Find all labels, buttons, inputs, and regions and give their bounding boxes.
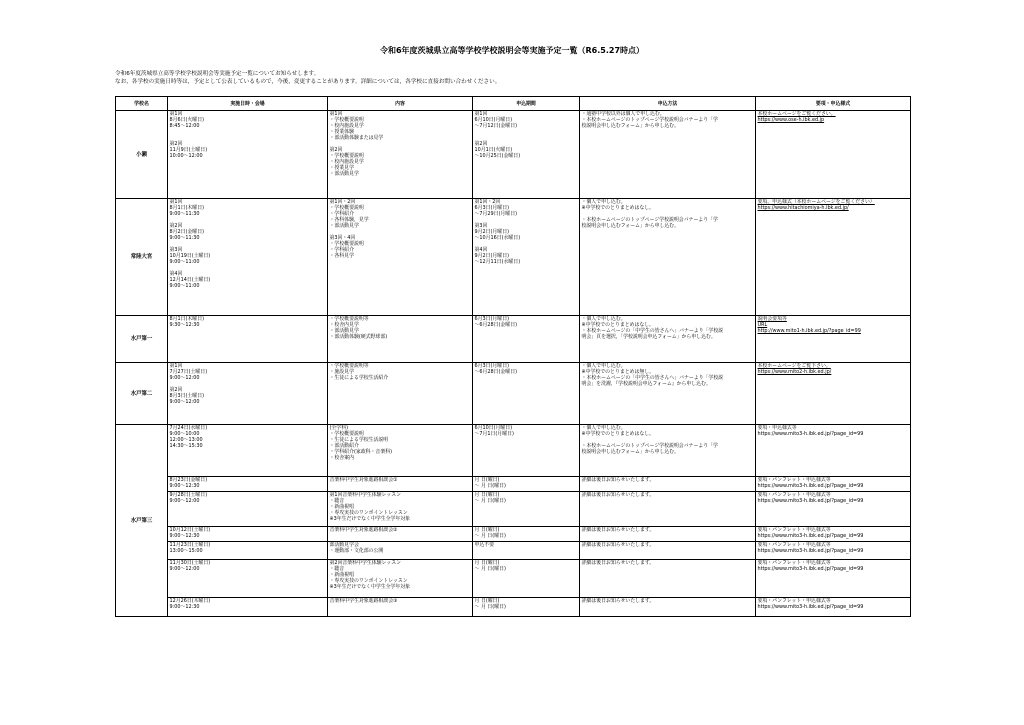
datetime-cell-line: 9:00～12:30 — [169, 483, 200, 489]
content-cell-line: ・学校概要説明 — [329, 241, 364, 247]
datetime-cell-line: 第3回 — [169, 247, 183, 253]
period-cell-line: 10月1日(火曜日) — [474, 147, 513, 153]
datetime-cell-line: 10月19日(土曜日) — [169, 253, 211, 259]
content-cell-line: ・学校概要説明 — [329, 117, 364, 123]
period-cell-line: ～ 月 日(曜日) — [474, 533, 506, 539]
datetime-cell-line: 8月1日(木曜日) — [169, 316, 204, 322]
school-name: 水戸第一 — [116, 316, 168, 363]
method-cell-line: ※中学校でのとりまとめはなし。 — [581, 205, 655, 211]
method-cell-line: 校説明会申し込むフォーム」から申し込む。 — [581, 449, 680, 455]
datetime-cell-line: 第1回 — [169, 199, 183, 205]
form-cell — [756, 316, 911, 363]
datetime-cell-line: 11月9日(土曜日) — [169, 147, 208, 153]
datetime-cell — [168, 598, 328, 617]
period-cell-line: ～6月28日(金曜日) — [474, 322, 517, 328]
datetime-cell-line: 13:00～15:00 — [169, 548, 203, 554]
content-cell-line: 音楽科中学生対象進路相談会① — [329, 477, 398, 483]
method-cell-line: ・通塾中学校以外は個人で申し込む。 — [581, 111, 665, 117]
period-cell-line: 9月2日(月曜日) — [474, 229, 509, 235]
period-cell-line: ～7月1日(月曜日) — [474, 431, 514, 437]
content-cell-line: ・授業見学 — [329, 165, 354, 171]
method-cell — [580, 492, 756, 527]
method-cell — [580, 111, 756, 199]
period-cell — [473, 425, 580, 477]
content-cell-line: ・校内施設見学 — [329, 123, 364, 129]
form-cell-line: 要項・申込様式等 — [757, 425, 797, 431]
period-cell — [473, 598, 580, 617]
datetime-cell — [168, 477, 328, 492]
content-cell-line: ・学校概要説明 — [329, 205, 364, 211]
period-cell — [473, 477, 580, 492]
form-cell-line: 要項・パンフレット・申込様式等 — [757, 560, 831, 566]
content-cell-line: ※3年生だけでなく中学生全学年対象 — [329, 516, 411, 522]
datetime-cell-line: 12月26日(木曜日) — [169, 598, 211, 604]
form-cell-line: 要項・パンフレット・申込様式等 — [757, 492, 831, 498]
period-cell-line: 6月3日(月曜日) — [474, 316, 509, 322]
header-method: 申込方法 — [580, 97, 756, 111]
method-cell-line: ・個人で申し込む。 — [581, 199, 626, 205]
content-cell-line: ・専攻実技のワンポイントレッスン — [329, 578, 408, 584]
content-cell-line: ・各科見学 — [329, 253, 354, 259]
period-cell-line: 月 日(曜日) — [474, 492, 500, 498]
method-cell-line: 明会」頁を選択，「学校説明会申込フォーム」から申し込む。 — [581, 334, 716, 340]
school-name: 水戸第二 — [116, 363, 168, 425]
form-cell-line[interactable]: https://www.mito2-h.ibk.ed.jp/ — [757, 369, 832, 375]
period-cell-line: ～10月25日(金曜日) — [474, 153, 521, 159]
datetime-cell — [168, 111, 328, 199]
period-cell — [473, 560, 580, 598]
datetime-cell-line: 第1回 — [169, 363, 183, 369]
method-cell — [580, 527, 756, 542]
period-cell — [473, 492, 580, 527]
table-row — [116, 425, 911, 477]
datetime-cell-line: 8月3日(土曜日) — [169, 393, 204, 399]
table-row — [116, 199, 911, 316]
intro-line-1: 令和6年度茨城県立高等学校学校説明会等実施予定一覧についてお知らせします。 — [115, 71, 320, 77]
period-cell-line: ～12月11日(水曜日) — [474, 259, 521, 265]
method-cell — [580, 598, 756, 617]
method-cell-line: ※中学校でのとりまとめはなし。 — [581, 431, 655, 437]
method-cell — [580, 560, 756, 598]
content-cell-line: ・校内施設見学 — [329, 159, 364, 165]
content-cell-line: ・新曲視唱 — [329, 572, 354, 578]
form-cell-line[interactable]: https://www.mito3-h.ibk.ed.jp/?page_id=99 — [757, 431, 864, 437]
schedule-table — [115, 96, 911, 617]
content-cell-line: ・運動部・文化部の公開 — [329, 548, 384, 554]
table-row — [116, 477, 911, 492]
period-cell-line: 申込不要 — [474, 542, 495, 548]
datetime-cell-line: 12月14日(土曜日) — [169, 277, 211, 283]
period-cell-line: 9月2日(月曜日) — [474, 253, 509, 259]
datetime-cell — [168, 527, 328, 542]
period-cell — [473, 199, 580, 316]
table-row — [116, 598, 911, 617]
content-cell — [328, 492, 473, 527]
form-cell-line[interactable]: https://www.mito3-h.ibk.ed.jp/?page_id=99 — [757, 533, 864, 539]
method-cell — [580, 363, 756, 425]
content-cell-line: ・学校概要説明 — [329, 431, 364, 437]
table-row — [116, 111, 911, 199]
method-cell-line: ・個人で申し込む。 — [581, 363, 626, 369]
method-cell-line: ・本校ホームページの「中学生の皆さんへ」バナーより「学校説 — [581, 375, 724, 381]
datetime-cell-line: 9:00～12:00 — [169, 399, 200, 405]
datetime-cell-line: 9:00～12:00 — [169, 566, 200, 572]
method-cell-line: 詳細は後日お知らせいたします。 — [581, 598, 655, 604]
datetime-cell-line: 10:00～12:00 — [169, 153, 203, 159]
period-cell-line: ～6月28日(金曜日) — [474, 369, 517, 375]
period-cell-line: ～10月16日(水曜日) — [474, 235, 521, 241]
form-cell-line: 説明会要項等 — [757, 316, 787, 322]
form-cell-line[interactable]: https://www.mito3-h.ibk.ed.jp/?page_id=99 — [757, 548, 864, 554]
content-cell — [328, 598, 473, 617]
datetime-cell-line: 8月6日(火曜日) — [169, 117, 204, 123]
form-cell — [756, 199, 911, 316]
method-cell — [580, 199, 756, 316]
content-cell-line: 第2回音楽科中学生体験レッスン — [329, 560, 402, 566]
method-cell-line: 校説明会申し込むフォーム」から申し込む。 — [581, 223, 680, 229]
period-cell-line: 月 日(曜日) — [474, 527, 500, 533]
method-cell-line: ・本校ホームページのトップページ学校説明会バナーより「学 — [581, 217, 718, 223]
form-cell-line[interactable]: https://www.hitachiomiya-h.ibk.ed.jp/ — [757, 205, 849, 211]
content-cell-line: ・部活動見学 — [329, 171, 359, 177]
period-cell-line: 月 日(曜日) — [474, 477, 500, 483]
datetime-cell-line: 第2回 — [169, 387, 183, 393]
intro-line-2: なお，各学校の実施日時等は，予定として公表しているもので，今後，変更することがあります。詳細については，各学校に直接お問い合わせください。 — [115, 79, 501, 85]
school-name: 常陸大宮 — [116, 199, 168, 316]
datetime-cell-line: 8月23日(金曜日) — [169, 477, 208, 483]
table-row — [116, 560, 911, 598]
document-title: 令和6年度茨城県立高等学校学校説明会等実施予定一覧（R6.5.27時点） — [379, 46, 645, 55]
form-cell — [756, 560, 911, 598]
content-cell-line: ・学科紹介 — [329, 211, 354, 217]
period-cell-line: ～ 月 日(曜日) — [474, 604, 506, 610]
form-cell-line: 要項・パンフレット・申込様式等 — [757, 527, 831, 533]
datetime-cell-line: 12:00～13:00 — [169, 437, 203, 443]
form-cell-line[interactable]: https://www.mito3-h.ibk.ed.jp/?page_id=99 — [757, 483, 864, 489]
content-cell-line: ・学校概要説明 — [329, 153, 364, 159]
method-cell-line: ・本校ホームページのトップページ学校説明会バナーより「学 — [581, 117, 718, 123]
method-cell-line: 校説明会申し込むフォーム」から申し込む。 — [581, 123, 680, 129]
datetime-cell — [168, 199, 328, 316]
content-cell-line: ・施設見学 — [329, 369, 354, 375]
method-cell-line: ・個人で申し込む。 — [581, 316, 626, 322]
datetime-cell — [168, 492, 328, 527]
period-cell — [473, 316, 580, 363]
header-content: 内容 — [328, 97, 473, 111]
form-cell-line[interactable]: URL — [757, 322, 768, 328]
method-cell-line: ・個人で申し込む。 — [581, 425, 626, 431]
content-cell — [328, 363, 473, 425]
content-cell — [328, 111, 473, 199]
table-row — [116, 542, 911, 560]
content-cell-line: ・部活動見学 — [329, 223, 359, 229]
content-cell — [328, 425, 473, 477]
datetime-cell-line: 9:00～11:00 — [169, 259, 200, 265]
datetime-cell-line: 10月12日(土曜日) — [169, 527, 211, 533]
period-cell-line: ～ 月 日(曜日) — [474, 483, 506, 489]
datetime-cell-line: 11月23日(土曜日) — [169, 542, 211, 548]
content-cell-line: ・校舎案内 — [329, 455, 354, 461]
datetime-cell-line: 7月27日(土曜日) — [169, 369, 208, 375]
datetime-cell — [168, 316, 328, 363]
content-cell-line: ・生徒による学校生活紹介 — [329, 375, 389, 381]
period-cell-line: 月 日(曜日) — [474, 560, 500, 566]
content-cell-line: 部活動見学会 — [329, 542, 359, 548]
content-cell-line: 第1回・2回 — [329, 199, 356, 205]
table-row — [116, 527, 911, 542]
content-cell-line: ・学校概要説明等 — [329, 363, 369, 369]
datetime-cell-line: 7月24日(水曜日) — [169, 425, 208, 431]
datetime-cell-line: 8:45～12:00 — [169, 123, 200, 129]
method-cell-line: 詳細は後日お知らせいたします。 — [581, 477, 655, 483]
method-cell — [580, 542, 756, 560]
period-cell — [473, 363, 580, 425]
datetime-cell-line: 9:00～12:30 — [169, 533, 200, 539]
form-cell — [756, 542, 911, 560]
period-cell-line: 6月3日(月曜日) — [474, 205, 509, 211]
period-cell-line: ～ 月 日(曜日) — [474, 498, 506, 504]
method-cell — [580, 316, 756, 363]
datetime-cell-line: 第1回 — [169, 111, 183, 117]
datetime-cell — [168, 560, 328, 598]
intro-text — [115, 70, 500, 86]
content-cell — [328, 527, 473, 542]
datetime-cell-line: 9:00～12:00 — [169, 375, 200, 381]
datetime-cell-line: 11月30日(土曜日) — [169, 560, 211, 566]
method-cell-line: 明会」を洗濯，『学校説明会申込フォーム』から申し込む。 — [581, 381, 711, 387]
content-cell-line: 第1回音楽科中学生体験レッスン — [329, 492, 402, 498]
content-cell-line: 第1回 — [329, 111, 343, 117]
form-cell — [756, 363, 911, 425]
table-row — [116, 492, 911, 527]
content-cell-line: (全学科) — [329, 425, 348, 431]
datetime-cell-line: 9月28日(土曜日) — [169, 492, 208, 498]
form-cell — [756, 477, 911, 492]
content-cell — [328, 477, 473, 492]
period-cell-line: 第2回 — [474, 141, 488, 147]
form-cell — [756, 598, 911, 617]
period-cell-line: 第1回・2回 — [474, 199, 501, 205]
form-cell-line[interactable]: https://www.mito3-h.ibk.ed.jp/?page_id=99 — [757, 498, 864, 504]
content-cell-line: ・学校概要説明等 — [329, 316, 369, 322]
period-cell-line: 月 日(曜日) — [474, 598, 500, 604]
content-cell-line: ・部活動体験(硬式野球部) — [329, 334, 388, 340]
form-cell-line[interactable]: http://www.mito1-h.ibk.ed.jp/?page_id=99 — [757, 328, 861, 334]
form-cell — [756, 111, 911, 199]
method-cell-line: ・本校ホームページの「中学生の皆さんへ」バナーより「学校説 — [581, 328, 724, 334]
period-cell-line: 6月10日(月曜日) — [474, 117, 513, 123]
content-cell-line: 第3回・4回 — [329, 235, 356, 241]
datetime-cell — [168, 363, 328, 425]
content-cell — [328, 199, 473, 316]
period-cell-line: 第1回 — [474, 111, 488, 117]
datetime-cell — [168, 542, 328, 560]
datetime-cell-line: 8月2日(金曜日) — [169, 229, 204, 235]
content-cell-line: ・校舎内見学 — [329, 322, 359, 328]
form-cell-line[interactable]: https://www.mito3-h.ibk.ed.jp/?page_id=99 — [757, 566, 864, 572]
content-cell-line: 音楽科中学生対象進路相談会③ — [329, 598, 398, 604]
school-name: 小瀬 — [116, 111, 168, 199]
method-cell — [580, 477, 756, 492]
datetime-cell-line: 9:00～12:30 — [169, 604, 200, 610]
content-cell — [328, 560, 473, 598]
form-cell-line[interactable]: https://www.ose-h.ibk.ed.jp — [757, 117, 825, 123]
content-cell-line: 第2回 — [329, 147, 343, 153]
datetime-cell-line: 第2回 — [169, 141, 183, 147]
datetime-cell-line: 8月1日(木曜日) — [169, 205, 204, 211]
header-period: 申込期間 — [473, 97, 580, 111]
content-cell-line: ・学科紹介(家政科・音楽科) — [329, 449, 393, 455]
table-row — [116, 363, 911, 425]
content-cell-line: ・部活動紹介 — [329, 443, 359, 449]
datetime-cell-line: 9:00～11:30 — [169, 211, 200, 217]
datetime-cell-line: 9:00～10:00 — [169, 431, 200, 437]
period-cell — [473, 111, 580, 199]
header-school: 学校名 — [116, 97, 168, 111]
datetime-cell — [168, 425, 328, 477]
content-cell-line: ・聴音 — [329, 498, 345, 504]
content-cell-line: 音楽科中学生対象進路相談会② — [329, 527, 398, 533]
method-cell-line: ・本校ホームページのトップページ学校説明会バナーより「学 — [581, 443, 718, 449]
form-cell-line: 要項・パンフレット・申込様式等 — [757, 542, 831, 548]
period-cell-line: 第4回 — [474, 247, 488, 253]
datetime-cell-line: 9:00～12:00 — [169, 498, 200, 504]
content-cell-line: ・授業体験 — [329, 129, 354, 135]
method-cell — [580, 425, 756, 477]
datetime-cell-line: 9:00～11:00 — [169, 283, 200, 289]
period-cell-line: ～7月29日(月曜日) — [474, 211, 517, 217]
method-cell-line: 詳細は後日お知らせいたします。 — [581, 542, 655, 548]
content-cell-line: ・学科紹介 — [329, 247, 354, 253]
period-cell-line: 6月3日(月曜日) — [474, 363, 509, 369]
datetime-cell-line: 9:30～12:30 — [169, 322, 200, 328]
content-cell-line: ・部活動体験または見学 — [329, 135, 384, 141]
method-cell-line: 詳細は後日お知らせいたします。 — [581, 527, 655, 533]
content-cell-line: ・生徒による学校生活説明 — [329, 437, 389, 443]
method-cell-line: ※中学校でのとりまとめはなし。 — [581, 322, 655, 328]
period-cell-line: 6月10日(月曜日) — [474, 425, 513, 431]
header-form: 要項・申込様式 — [756, 97, 911, 111]
period-cell-line: ～7月12日(金曜日) — [474, 123, 517, 129]
form-cell — [756, 492, 911, 527]
content-cell-line: ・各科体験，見学 — [329, 217, 369, 223]
content-cell-line: ・専攻実技のワンポイントレッスン — [329, 510, 408, 516]
form-cell-line: 要項，申込様式（本校ホームページをご覧ください） — [757, 199, 875, 205]
form-cell — [756, 527, 911, 542]
table-row — [116, 316, 911, 363]
datetime-cell-line: 14:30～15:30 — [169, 443, 203, 449]
content-cell — [328, 542, 473, 560]
content-cell-line: ・部活動見学 — [329, 328, 359, 334]
period-cell-line: ～ 月 日(曜日) — [474, 566, 506, 572]
content-cell-line: ※3年生だけでなく中学生全学年対象 — [329, 584, 411, 590]
content-cell-line: ・聴音 — [329, 566, 345, 572]
form-cell-line: 本校ホームページをご覧下さい。 — [757, 363, 831, 369]
period-cell-line: 第3回 — [474, 223, 488, 229]
form-cell-line[interactable]: https://www.mito3-h.ibk.ed.jp/?page_id=99 — [757, 604, 864, 610]
header-row — [116, 97, 911, 111]
datetime-cell-line: 第4回 — [169, 271, 183, 277]
form-cell-line: 本校ホームページをご覧ください。 — [757, 111, 836, 117]
method-cell-line: 詳細は後日お知らせいたします。 — [581, 560, 655, 566]
content-cell — [328, 316, 473, 363]
method-cell-line: ※中学校でのとりまとめは無し。 — [581, 369, 655, 375]
header-datetime: 実施日時・会場 — [168, 97, 328, 111]
method-cell-line: 詳細は後日お知らせいたします。 — [581, 492, 655, 498]
school-name: 水戸第三 — [116, 425, 168, 617]
datetime-cell-line: 第2回 — [169, 223, 183, 229]
form-cell-line: 要項・パンフレット・申込様式等 — [757, 598, 831, 604]
period-cell — [473, 542, 580, 560]
form-cell-line: 要項・パンフレット・申込様式等 — [757, 477, 831, 483]
period-cell — [473, 527, 580, 542]
datetime-cell-line: 9:00～11:30 — [169, 235, 200, 241]
form-cell — [756, 425, 911, 477]
content-cell-line: ・新曲視唱 — [329, 504, 354, 510]
